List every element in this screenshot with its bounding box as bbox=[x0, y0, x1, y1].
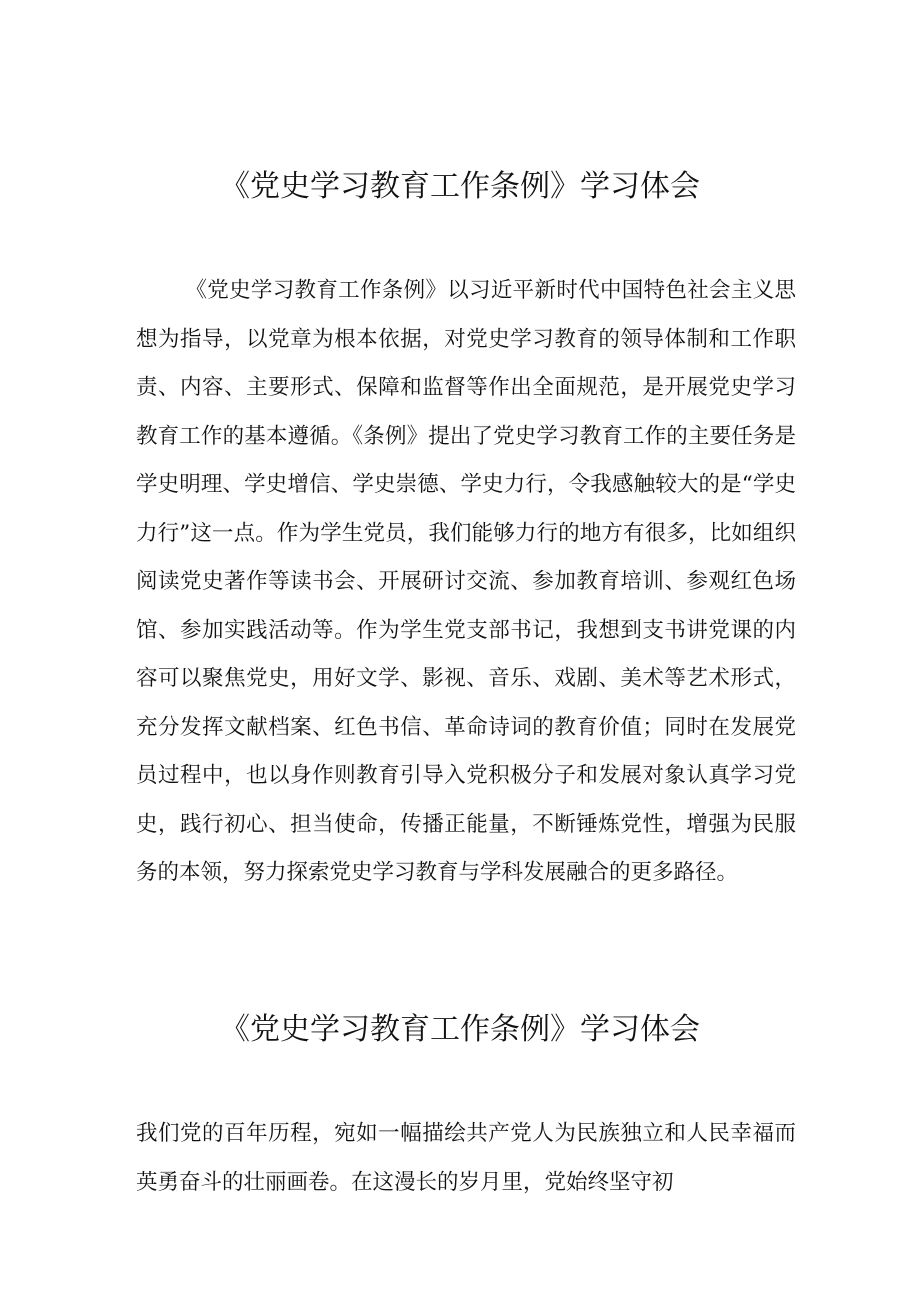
section-1-body: 《党史学习教育工作条例》以习近平新时代中国特色社会主义思想为指导，以党章为根本依据，对党史学习教育的领导体制和工作职责、内容、主要形式、保障和监督等作出全面规范，是开展党史学习教育工作的基本遵循。《条例》提出了党史学习教育工作的主要任务是学史明理、学史增信、学史崇德、学史力行，令我感触较大的是“学史力行”这一点。作为学生党员，我们能够力行的地方有很多，比如组织阅读党史著作等读书会、开展研讨交流、参加教育培训、参观红色场馆、参加实践活动等。作为学生党支部书记，我想到支书讲党课的内容可以聚焦党史，用好文学、影视、音乐、戏剧、美术等艺术形式，充分发挥文献档案、红色书信、革命诗词的教育价值；同时在发展党员过程中，也以身作则教育引导入党积极分子和发展对象认真学习党史，践行初心、担当使命，传播正能量，不断锤炼党性，增强为民服务的本领，努力探索党史学习教育与学科发展融合的更多路径。 bbox=[136, 278, 796, 885]
section-2-title: 《党史学习教育工作条例》学习体会 bbox=[220, 1012, 700, 1047]
section-1-title: 《党史学习教育工作条例》学习体会 bbox=[220, 169, 700, 204]
section-2-body: 我们党的百年历程，宛如一幅描绘共产党人为民族独立和人民幸福而英勇奋斗的壮丽画卷。在这漫长的岁月里，党始终坚守初 bbox=[136, 1121, 796, 1195]
